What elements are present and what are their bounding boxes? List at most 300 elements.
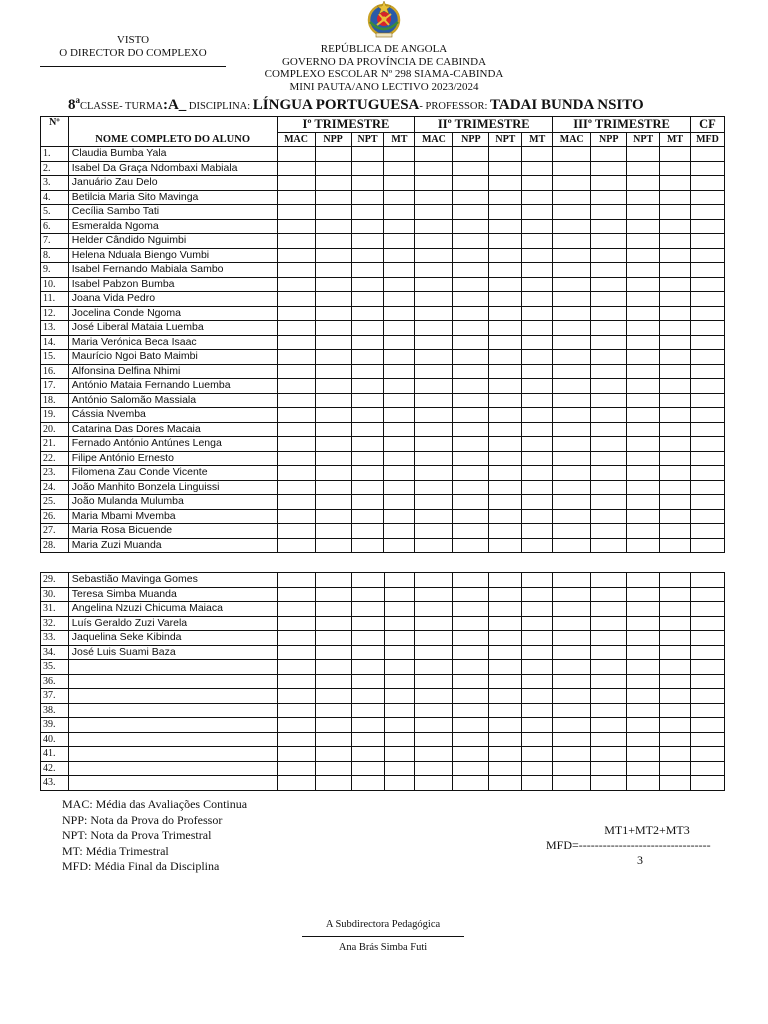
grade-cell[interactable] [453, 776, 489, 791]
grade-cell[interactable] [384, 732, 415, 747]
grade-cell[interactable] [591, 761, 627, 776]
grade-cell[interactable] [384, 495, 415, 510]
grade-cell[interactable] [553, 451, 591, 466]
grade-cell[interactable] [627, 335, 660, 350]
grade-cell[interactable] [553, 379, 591, 394]
grade-cell[interactable] [384, 466, 415, 481]
grade-cell[interactable] [351, 495, 384, 510]
grade-cell[interactable] [384, 524, 415, 539]
grade-cell[interactable] [453, 732, 489, 747]
grade-cell[interactable] [351, 205, 384, 220]
grade-cell[interactable] [627, 616, 660, 631]
grade-cell[interactable] [660, 321, 691, 336]
grade-cell[interactable] [384, 674, 415, 689]
grade-cell[interactable] [627, 263, 660, 278]
grade-cell[interactable] [453, 161, 489, 176]
grade-cell[interactable] [489, 335, 522, 350]
grade-cell[interactable] [453, 335, 489, 350]
grade-cell[interactable] [627, 190, 660, 205]
grade-cell[interactable] [489, 248, 522, 263]
grade-cell[interactable] [453, 674, 489, 689]
grade-cell[interactable] [415, 732, 453, 747]
grade-cell[interactable] [315, 587, 351, 602]
grade-cell[interactable] [415, 176, 453, 191]
grade-cell[interactable] [351, 350, 384, 365]
grade-cell[interactable] [553, 219, 591, 234]
grade-cell[interactable] [522, 703, 553, 718]
grade-cell[interactable] [453, 306, 489, 321]
grade-cell[interactable] [277, 176, 315, 191]
grade-cell[interactable] [591, 393, 627, 408]
grade-cell[interactable] [415, 573, 453, 588]
grade-cell[interactable] [277, 602, 315, 617]
grade-cell[interactable] [522, 718, 553, 733]
grade-cell[interactable] [591, 451, 627, 466]
grade-cell[interactable] [453, 616, 489, 631]
grade-cell[interactable] [690, 573, 724, 588]
grade-cell[interactable] [351, 602, 384, 617]
grade-cell[interactable] [384, 350, 415, 365]
grade-cell[interactable] [277, 761, 315, 776]
grade-cell[interactable] [489, 147, 522, 162]
grade-cell[interactable] [351, 437, 384, 452]
grade-cell[interactable] [384, 321, 415, 336]
grade-cell[interactable] [315, 364, 351, 379]
grade-cell[interactable] [415, 602, 453, 617]
grade-cell[interactable] [522, 393, 553, 408]
grade-cell[interactable] [489, 509, 522, 524]
grade-cell[interactable] [489, 437, 522, 452]
grade-cell[interactable] [627, 602, 660, 617]
grade-cell[interactable] [315, 248, 351, 263]
grade-cell[interactable] [277, 234, 315, 249]
grade-cell[interactable] [660, 219, 691, 234]
grade-cell[interactable] [660, 538, 691, 553]
grade-cell[interactable] [553, 761, 591, 776]
grade-cell[interactable] [489, 190, 522, 205]
grade-cell[interactable] [415, 509, 453, 524]
grade-cell[interactable] [627, 205, 660, 220]
grade-cell[interactable] [690, 335, 724, 350]
grade-cell[interactable] [453, 509, 489, 524]
grade-cell[interactable] [660, 645, 691, 660]
grade-cell[interactable] [489, 524, 522, 539]
grade-cell[interactable] [690, 689, 724, 704]
grade-cell[interactable] [690, 466, 724, 481]
grade-cell[interactable] [690, 602, 724, 617]
grade-cell[interactable] [553, 234, 591, 249]
grade-cell[interactable] [315, 538, 351, 553]
grade-cell[interactable] [627, 776, 660, 791]
grade-cell[interactable] [415, 379, 453, 394]
grade-cell[interactable] [384, 631, 415, 646]
grade-cell[interactable] [351, 451, 384, 466]
grade-cell[interactable] [591, 219, 627, 234]
grade-cell[interactable] [277, 263, 315, 278]
grade-cell[interactable] [591, 408, 627, 423]
grade-cell[interactable] [660, 234, 691, 249]
grade-cell[interactable] [627, 350, 660, 365]
grade-cell[interactable] [553, 718, 591, 733]
grade-cell[interactable] [351, 263, 384, 278]
grade-cell[interactable] [384, 645, 415, 660]
grade-cell[interactable] [351, 248, 384, 263]
grade-cell[interactable] [627, 379, 660, 394]
grade-cell[interactable] [277, 587, 315, 602]
grade-cell[interactable] [522, 616, 553, 631]
grade-cell[interactable] [453, 379, 489, 394]
grade-cell[interactable] [277, 422, 315, 437]
grade-cell[interactable] [627, 321, 660, 336]
grade-cell[interactable] [315, 205, 351, 220]
grade-cell[interactable] [315, 437, 351, 452]
grade-cell[interactable] [384, 219, 415, 234]
grade-cell[interactable] [553, 422, 591, 437]
grade-cell[interactable] [627, 674, 660, 689]
grade-cell[interactable] [489, 538, 522, 553]
grade-cell[interactable] [351, 538, 384, 553]
grade-cell[interactable] [351, 321, 384, 336]
grade-cell[interactable] [591, 645, 627, 660]
grade-cell[interactable] [627, 645, 660, 660]
grade-cell[interactable] [415, 364, 453, 379]
grade-cell[interactable] [553, 393, 591, 408]
grade-cell[interactable] [553, 645, 591, 660]
grade-cell[interactable] [351, 161, 384, 176]
grade-cell[interactable] [660, 718, 691, 733]
grade-cell[interactable] [315, 776, 351, 791]
grade-cell[interactable] [315, 645, 351, 660]
grade-cell[interactable] [415, 776, 453, 791]
grade-cell[interactable] [315, 718, 351, 733]
grade-cell[interactable] [277, 660, 315, 675]
grade-cell[interactable] [522, 573, 553, 588]
grade-cell[interactable] [315, 321, 351, 336]
grade-cell[interactable] [415, 616, 453, 631]
grade-cell[interactable] [277, 306, 315, 321]
grade-cell[interactable] [522, 437, 553, 452]
grade-cell[interactable] [415, 645, 453, 660]
grade-cell[interactable] [660, 703, 691, 718]
grade-cell[interactable] [489, 277, 522, 292]
grade-cell[interactable] [384, 205, 415, 220]
grade-cell[interactable] [489, 393, 522, 408]
grade-cell[interactable] [553, 524, 591, 539]
grade-cell[interactable] [351, 587, 384, 602]
grade-cell[interactable] [351, 645, 384, 660]
grade-cell[interactable] [351, 335, 384, 350]
grade-cell[interactable] [553, 660, 591, 675]
grade-cell[interactable] [553, 732, 591, 747]
grade-cell[interactable] [660, 263, 691, 278]
grade-cell[interactable] [690, 321, 724, 336]
grade-cell[interactable] [315, 263, 351, 278]
grade-cell[interactable] [453, 480, 489, 495]
grade-cell[interactable] [522, 292, 553, 307]
grade-cell[interactable] [627, 480, 660, 495]
grade-cell[interactable] [660, 689, 691, 704]
grade-cell[interactable] [627, 393, 660, 408]
grade-cell[interactable] [384, 292, 415, 307]
grade-cell[interactable] [690, 451, 724, 466]
grade-cell[interactable] [489, 631, 522, 646]
grade-cell[interactable] [690, 660, 724, 675]
grade-cell[interactable] [553, 408, 591, 423]
grade-cell[interactable] [315, 277, 351, 292]
grade-cell[interactable] [489, 761, 522, 776]
grade-cell[interactable] [351, 292, 384, 307]
grade-cell[interactable] [277, 703, 315, 718]
grade-cell[interactable] [553, 306, 591, 321]
grade-cell[interactable] [690, 747, 724, 762]
grade-cell[interactable] [351, 732, 384, 747]
grade-cell[interactable] [384, 602, 415, 617]
grade-cell[interactable] [415, 538, 453, 553]
grade-cell[interactable] [453, 718, 489, 733]
grade-cell[interactable] [315, 602, 351, 617]
grade-cell[interactable] [660, 147, 691, 162]
grade-cell[interactable] [591, 306, 627, 321]
grade-cell[interactable] [522, 350, 553, 365]
grade-cell[interactable] [591, 379, 627, 394]
grade-cell[interactable] [660, 190, 691, 205]
grade-cell[interactable] [453, 176, 489, 191]
grade-cell[interactable] [522, 495, 553, 510]
grade-cell[interactable] [690, 277, 724, 292]
grade-cell[interactable] [489, 379, 522, 394]
grade-cell[interactable] [384, 451, 415, 466]
grade-cell[interactable] [591, 364, 627, 379]
grade-cell[interactable] [690, 364, 724, 379]
grade-cell[interactable] [315, 219, 351, 234]
grade-cell[interactable] [522, 747, 553, 762]
grade-cell[interactable] [522, 321, 553, 336]
grade-cell[interactable] [351, 631, 384, 646]
grade-cell[interactable] [415, 161, 453, 176]
grade-cell[interactable] [522, 364, 553, 379]
grade-cell[interactable] [315, 161, 351, 176]
grade-cell[interactable] [660, 631, 691, 646]
grade-cell[interactable] [690, 292, 724, 307]
grade-cell[interactable] [384, 422, 415, 437]
grade-cell[interactable] [415, 248, 453, 263]
grade-cell[interactable] [522, 480, 553, 495]
grade-cell[interactable] [591, 437, 627, 452]
grade-cell[interactable] [660, 495, 691, 510]
grade-cell[interactable] [351, 703, 384, 718]
grade-cell[interactable] [660, 747, 691, 762]
grade-cell[interactable] [553, 466, 591, 481]
grade-cell[interactable] [690, 248, 724, 263]
grade-cell[interactable] [415, 466, 453, 481]
grade-cell[interactable] [415, 306, 453, 321]
grade-cell[interactable] [415, 408, 453, 423]
grade-cell[interactable] [384, 306, 415, 321]
grade-cell[interactable] [522, 674, 553, 689]
grade-cell[interactable] [591, 161, 627, 176]
grade-cell[interactable] [277, 350, 315, 365]
grade-cell[interactable] [553, 747, 591, 762]
grade-cell[interactable] [384, 703, 415, 718]
grade-cell[interactable] [315, 451, 351, 466]
grade-cell[interactable] [553, 689, 591, 704]
grade-cell[interactable] [277, 205, 315, 220]
grade-cell[interactable] [384, 587, 415, 602]
grade-cell[interactable] [522, 263, 553, 278]
grade-cell[interactable] [627, 161, 660, 176]
grade-cell[interactable] [351, 509, 384, 524]
grade-cell[interactable] [660, 277, 691, 292]
grade-cell[interactable] [591, 466, 627, 481]
grade-cell[interactable] [351, 616, 384, 631]
grade-cell[interactable] [315, 408, 351, 423]
grade-cell[interactable] [627, 587, 660, 602]
grade-cell[interactable] [627, 437, 660, 452]
grade-cell[interactable] [351, 277, 384, 292]
grade-cell[interactable] [351, 761, 384, 776]
grade-cell[interactable] [315, 466, 351, 481]
grade-cell[interactable] [384, 335, 415, 350]
grade-cell[interactable] [415, 263, 453, 278]
grade-cell[interactable] [591, 524, 627, 539]
grade-cell[interactable] [315, 335, 351, 350]
grade-cell[interactable] [415, 393, 453, 408]
grade-cell[interactable] [690, 422, 724, 437]
grade-cell[interactable] [591, 321, 627, 336]
grade-cell[interactable] [591, 205, 627, 220]
grade-cell[interactable] [591, 573, 627, 588]
grade-cell[interactable] [415, 350, 453, 365]
grade-cell[interactable] [660, 350, 691, 365]
grade-cell[interactable] [660, 509, 691, 524]
grade-cell[interactable] [415, 587, 453, 602]
grade-cell[interactable] [522, 176, 553, 191]
grade-cell[interactable] [351, 747, 384, 762]
grade-cell[interactable] [660, 437, 691, 452]
grade-cell[interactable] [553, 616, 591, 631]
grade-cell[interactable] [315, 660, 351, 675]
grade-cell[interactable] [627, 176, 660, 191]
grade-cell[interactable] [415, 703, 453, 718]
grade-cell[interactable] [690, 732, 724, 747]
grade-cell[interactable] [591, 263, 627, 278]
grade-cell[interactable] [384, 573, 415, 588]
grade-cell[interactable] [660, 776, 691, 791]
grade-cell[interactable] [591, 350, 627, 365]
grade-cell[interactable] [690, 776, 724, 791]
grade-cell[interactable] [522, 761, 553, 776]
grade-cell[interactable] [453, 234, 489, 249]
grade-cell[interactable] [315, 747, 351, 762]
grade-cell[interactable] [660, 451, 691, 466]
grade-cell[interactable] [553, 350, 591, 365]
grade-cell[interactable] [522, 776, 553, 791]
grade-cell[interactable] [453, 190, 489, 205]
grade-cell[interactable] [415, 495, 453, 510]
grade-cell[interactable] [453, 631, 489, 646]
grade-cell[interactable] [384, 248, 415, 263]
grade-cell[interactable] [522, 602, 553, 617]
grade-cell[interactable] [489, 422, 522, 437]
grade-cell[interactable] [277, 732, 315, 747]
grade-cell[interactable] [415, 147, 453, 162]
grade-cell[interactable] [384, 616, 415, 631]
grade-cell[interactable] [384, 234, 415, 249]
grade-cell[interactable] [351, 573, 384, 588]
grade-cell[interactable] [384, 364, 415, 379]
grade-cell[interactable] [351, 306, 384, 321]
grade-cell[interactable] [315, 509, 351, 524]
grade-cell[interactable] [415, 761, 453, 776]
grade-cell[interactable] [627, 495, 660, 510]
grade-cell[interactable] [553, 277, 591, 292]
grade-cell[interactable] [315, 176, 351, 191]
grade-cell[interactable] [591, 538, 627, 553]
grade-cell[interactable] [315, 350, 351, 365]
grade-cell[interactable] [522, 524, 553, 539]
grade-cell[interactable] [627, 660, 660, 675]
grade-cell[interactable] [522, 451, 553, 466]
grade-cell[interactable] [453, 292, 489, 307]
grade-cell[interactable] [315, 631, 351, 646]
grade-cell[interactable] [277, 219, 315, 234]
grade-cell[interactable] [315, 524, 351, 539]
grade-cell[interactable] [690, 538, 724, 553]
grade-cell[interactable] [690, 190, 724, 205]
grade-cell[interactable] [489, 674, 522, 689]
grade-cell[interactable] [277, 616, 315, 631]
grade-cell[interactable] [384, 408, 415, 423]
grade-cell[interactable] [522, 205, 553, 220]
grade-cell[interactable] [453, 408, 489, 423]
grade-cell[interactable] [277, 408, 315, 423]
grade-cell[interactable] [489, 587, 522, 602]
grade-cell[interactable] [627, 248, 660, 263]
grade-cell[interactable] [660, 364, 691, 379]
grade-cell[interactable] [489, 321, 522, 336]
grade-cell[interactable] [489, 660, 522, 675]
grade-cell[interactable] [384, 480, 415, 495]
grade-cell[interactable] [351, 190, 384, 205]
grade-cell[interactable] [553, 674, 591, 689]
grade-cell[interactable] [627, 422, 660, 437]
grade-cell[interactable] [489, 466, 522, 481]
grade-cell[interactable] [453, 451, 489, 466]
grade-cell[interactable] [660, 408, 691, 423]
grade-cell[interactable] [277, 437, 315, 452]
grade-cell[interactable] [522, 422, 553, 437]
grade-cell[interactable] [660, 587, 691, 602]
grade-cell[interactable] [553, 147, 591, 162]
grade-cell[interactable] [591, 147, 627, 162]
grade-cell[interactable] [277, 718, 315, 733]
grade-cell[interactable] [277, 364, 315, 379]
grade-cell[interactable] [522, 234, 553, 249]
grade-cell[interactable] [522, 219, 553, 234]
grade-cell[interactable] [627, 408, 660, 423]
grade-cell[interactable] [315, 674, 351, 689]
grade-cell[interactable] [660, 616, 691, 631]
grade-cell[interactable] [415, 422, 453, 437]
grade-cell[interactable] [690, 437, 724, 452]
grade-cell[interactable] [591, 587, 627, 602]
grade-cell[interactable] [277, 524, 315, 539]
grade-cell[interactable] [415, 674, 453, 689]
grade-cell[interactable] [591, 602, 627, 617]
grade-cell[interactable] [277, 573, 315, 588]
grade-cell[interactable] [277, 277, 315, 292]
grade-cell[interactable] [553, 190, 591, 205]
